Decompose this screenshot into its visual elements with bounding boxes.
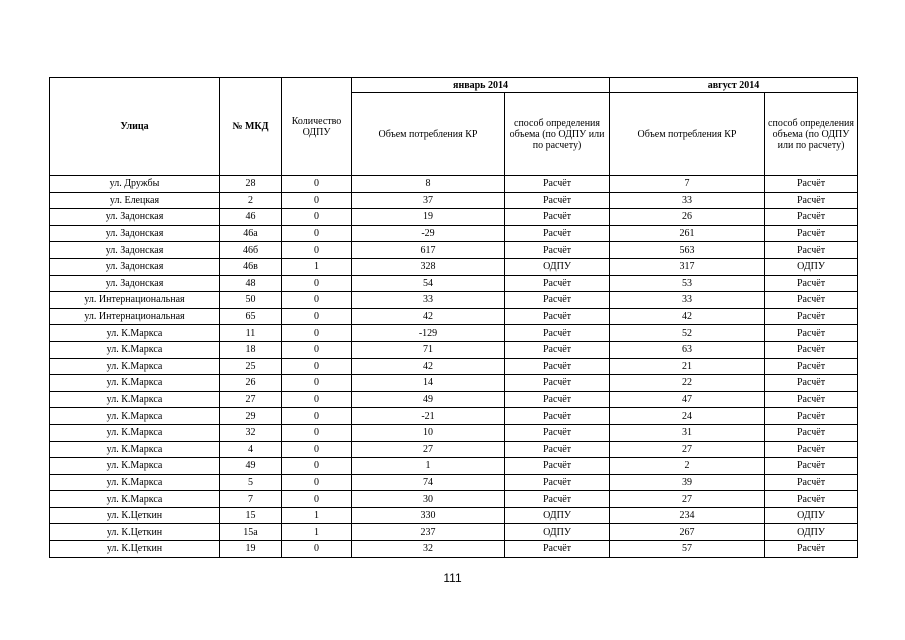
cell-method-august: Расчёт — [765, 391, 858, 408]
cell-volume-january: 33 — [352, 292, 505, 309]
cell-method-january: Расчёт — [505, 491, 610, 508]
cell-mkd: 50 — [220, 292, 282, 309]
cell-volume-january: 328 — [352, 258, 505, 275]
cell-street: ул. Задонская — [50, 242, 220, 259]
table-row — [50, 474, 858, 491]
cell-method-january: Расчёт — [505, 325, 610, 342]
cell-mkd: 28 — [220, 176, 282, 193]
cell-mkd: 46б — [220, 242, 282, 259]
cell-volume-august: 33 — [610, 292, 765, 309]
cell-street: ул. К.Маркса — [50, 491, 220, 508]
cell-volume-january: 42 — [352, 358, 505, 375]
cell-mkd: 46 — [220, 209, 282, 226]
header-mkd: № МКД — [220, 78, 282, 176]
table-row — [50, 275, 858, 292]
cell-street: ул. Интернациональная — [50, 292, 220, 309]
cell-method-january: Расчёт — [505, 458, 610, 475]
cell-volume-january: 14 — [352, 375, 505, 392]
cell-street: ул. К.Маркса — [50, 474, 220, 491]
cell-volume-august: 563 — [610, 242, 765, 259]
cell-volume-august: 42 — [610, 308, 765, 325]
cell-street: ул. Задонская — [50, 258, 220, 275]
cell-method-august: Расчёт — [765, 292, 858, 309]
cell-method-august: ОДПУ — [765, 524, 858, 541]
cell-method-january: Расчёт — [505, 424, 610, 441]
cell-mkd: 29 — [220, 408, 282, 425]
cell-method-august: Расчёт — [765, 341, 858, 358]
cell-odpu-count: 0 — [282, 391, 352, 408]
cell-odpu-count: 0 — [282, 325, 352, 342]
header-volume-august: Объем потребления КР — [610, 93, 765, 176]
cell-mkd: 46а — [220, 225, 282, 242]
cell-method-august: Расчёт — [765, 209, 858, 226]
cell-method-january: Расчёт — [505, 176, 610, 193]
cell-method-august: Расчёт — [765, 491, 858, 508]
cell-volume-august: 24 — [610, 408, 765, 425]
cell-street: ул. Елецкая — [50, 192, 220, 209]
table-row — [50, 524, 858, 541]
cell-odpu-count: 0 — [282, 176, 352, 193]
cell-volume-january: -29 — [352, 225, 505, 242]
cell-volume-august: 47 — [610, 391, 765, 408]
cell-odpu-count: 0 — [282, 474, 352, 491]
cell-method-january: Расчёт — [505, 375, 610, 392]
cell-mkd: 49 — [220, 458, 282, 475]
cell-odpu-count: 1 — [282, 507, 352, 524]
cell-street: ул. К.Маркса — [50, 375, 220, 392]
cell-mkd: 4 — [220, 441, 282, 458]
cell-method-january: Расчёт — [505, 341, 610, 358]
cell-method-august: Расчёт — [765, 358, 858, 375]
cell-volume-august: 234 — [610, 507, 765, 524]
cell-odpu-count: 1 — [282, 258, 352, 275]
table-row — [50, 541, 858, 558]
table-row — [50, 358, 858, 375]
cell-street: ул. К.Цеткин — [50, 507, 220, 524]
cell-street: ул. К.Цеткин — [50, 541, 220, 558]
page-number: 111 — [443, 571, 462, 585]
cell-street: ул. К.Маркса — [50, 358, 220, 375]
cell-method-january: Расчёт — [505, 242, 610, 259]
table-row — [50, 176, 858, 193]
cell-method-january: Расчёт — [505, 275, 610, 292]
cell-volume-august: 52 — [610, 325, 765, 342]
cell-volume-august: 31 — [610, 424, 765, 441]
cell-street: ул. Задонская — [50, 275, 220, 292]
cell-odpu-count: 0 — [282, 209, 352, 226]
cell-street: ул. К.Маркса — [50, 391, 220, 408]
cell-method-january: Расчёт — [505, 441, 610, 458]
cell-volume-january: 49 — [352, 391, 505, 408]
cell-volume-august: 27 — [610, 491, 765, 508]
cell-odpu-count: 0 — [282, 292, 352, 309]
cell-volume-august: 22 — [610, 375, 765, 392]
cell-method-august: Расчёт — [765, 242, 858, 259]
cell-method-january: ОДПУ — [505, 258, 610, 275]
cell-odpu-count: 0 — [282, 192, 352, 209]
table-row — [50, 225, 858, 242]
cell-street: ул. Задонская — [50, 209, 220, 226]
cell-volume-august: 27 — [610, 441, 765, 458]
cell-volume-august: 261 — [610, 225, 765, 242]
cell-volume-august: 317 — [610, 258, 765, 275]
cell-odpu-count: 0 — [282, 441, 352, 458]
cell-mkd: 48 — [220, 275, 282, 292]
header-street: Улица — [50, 78, 220, 176]
cell-volume-august: 267 — [610, 524, 765, 541]
cell-odpu-count: 0 — [282, 225, 352, 242]
header-period-january: январь 2014 — [352, 78, 610, 93]
cell-mkd: 2 — [220, 192, 282, 209]
cell-method-august: ОДПУ — [765, 507, 858, 524]
cell-method-january: Расчёт — [505, 308, 610, 325]
cell-volume-january: 30 — [352, 491, 505, 508]
cell-mkd: 15а — [220, 524, 282, 541]
table-row — [50, 424, 858, 441]
cell-mkd: 25 — [220, 358, 282, 375]
header-period-august: август 2014 — [610, 78, 858, 93]
cell-volume-january: 32 — [352, 541, 505, 558]
cell-odpu-count: 0 — [282, 341, 352, 358]
cell-mkd: 27 — [220, 391, 282, 408]
cell-volume-january: 74 — [352, 474, 505, 491]
cell-method-august: Расчёт — [765, 541, 858, 558]
cell-method-january: Расчёт — [505, 408, 610, 425]
cell-volume-august: 7 — [610, 176, 765, 193]
cell-method-january: Расчёт — [505, 474, 610, 491]
cell-volume-august: 57 — [610, 541, 765, 558]
cell-volume-january: 27 — [352, 441, 505, 458]
table-row — [50, 308, 858, 325]
cell-volume-january: 1 — [352, 458, 505, 475]
cell-volume-august: 53 — [610, 275, 765, 292]
cell-method-august: Расчёт — [765, 325, 858, 342]
cell-volume-january: 71 — [352, 341, 505, 358]
cell-mkd: 18 — [220, 341, 282, 358]
cell-mkd: 26 — [220, 375, 282, 392]
cell-volume-august: 2 — [610, 458, 765, 475]
cell-method-august: Расчёт — [765, 225, 858, 242]
cell-method-august: Расчёт — [765, 192, 858, 209]
cell-volume-january: 617 — [352, 242, 505, 259]
cell-street: ул. Задонская — [50, 225, 220, 242]
cell-method-august: Расчёт — [765, 441, 858, 458]
cell-mkd: 11 — [220, 325, 282, 342]
table-row — [50, 242, 858, 259]
table-row — [50, 507, 858, 524]
cell-volume-january: 10 — [352, 424, 505, 441]
cell-street: ул. К.Цеткин — [50, 524, 220, 541]
cell-method-january: Расчёт — [505, 192, 610, 209]
table-row — [50, 258, 858, 275]
table-row — [50, 325, 858, 342]
table-row — [50, 375, 858, 392]
cell-odpu-count: 0 — [282, 491, 352, 508]
cell-volume-january: 54 — [352, 275, 505, 292]
table-body — [50, 176, 858, 558]
cell-volume-january: -129 — [352, 325, 505, 342]
cell-mkd: 19 — [220, 541, 282, 558]
cell-method-august: Расчёт — [765, 458, 858, 475]
cell-mkd: 5 — [220, 474, 282, 491]
cell-method-august: Расчёт — [765, 474, 858, 491]
table-row — [50, 209, 858, 226]
cell-method-january: Расчёт — [505, 292, 610, 309]
table-row — [50, 341, 858, 358]
cell-volume-january: 330 — [352, 507, 505, 524]
cell-method-august: Расчёт — [765, 176, 858, 193]
table-row — [50, 408, 858, 425]
cell-street: ул. Дружбы — [50, 176, 220, 193]
header-method-august: способ определения объема (по ОДПУ или по расчету) — [765, 93, 858, 176]
cell-street: ул. К.Маркса — [50, 458, 220, 475]
header-volume-january: Объем потребления КР — [352, 93, 505, 176]
cell-mkd: 7 — [220, 491, 282, 508]
table-row — [50, 441, 858, 458]
cell-volume-january: 237 — [352, 524, 505, 541]
cell-method-january: ОДПУ — [505, 507, 610, 524]
cell-mkd: 65 — [220, 308, 282, 325]
cell-odpu-count: 0 — [282, 541, 352, 558]
cell-odpu-count: 0 — [282, 458, 352, 475]
cell-method-january: Расчёт — [505, 541, 610, 558]
cell-mkd: 15 — [220, 507, 282, 524]
cell-mkd: 46в — [220, 258, 282, 275]
table-row — [50, 391, 858, 408]
header-odpu-count: Количество ОДПУ — [282, 78, 352, 176]
cell-method-august: Расчёт — [765, 408, 858, 425]
cell-odpu-count: 0 — [282, 375, 352, 392]
cell-method-january: Расчёт — [505, 209, 610, 226]
cell-volume-january: 37 — [352, 192, 505, 209]
cell-odpu-count: 0 — [282, 308, 352, 325]
cell-volume-january: 42 — [352, 308, 505, 325]
table-row — [50, 458, 858, 475]
cell-volume-january: 19 — [352, 209, 505, 226]
cell-odpu-count: 0 — [282, 424, 352, 441]
cell-odpu-count: 0 — [282, 408, 352, 425]
cell-volume-august: 21 — [610, 358, 765, 375]
cell-street: ул. К.Маркса — [50, 408, 220, 425]
cell-method-august: Расчёт — [765, 424, 858, 441]
table-row — [50, 491, 858, 508]
cell-odpu-count: 0 — [282, 275, 352, 292]
cell-street: ул. К.Маркса — [50, 341, 220, 358]
cell-method-january: Расчёт — [505, 358, 610, 375]
table-row — [50, 292, 858, 309]
cell-volume-january: -21 — [352, 408, 505, 425]
cell-street: ул. К.Маркса — [50, 325, 220, 342]
table-row — [50, 192, 858, 209]
header-method-january: способ определения объема (по ОДПУ или по расчету) — [505, 93, 610, 176]
cell-method-august: Расчёт — [765, 275, 858, 292]
cell-odpu-count: 1 — [282, 524, 352, 541]
cell-method-january: ОДПУ — [505, 524, 610, 541]
cell-method-august: ОДПУ — [765, 258, 858, 275]
cell-volume-august: 33 — [610, 192, 765, 209]
cell-volume-august: 63 — [610, 341, 765, 358]
cell-odpu-count: 0 — [282, 358, 352, 375]
cell-method-january: Расчёт — [505, 225, 610, 242]
cell-street: ул. Интернациональная — [50, 308, 220, 325]
header-row-periods — [50, 78, 858, 93]
cell-odpu-count: 0 — [282, 242, 352, 259]
cell-method-january: Расчёт — [505, 391, 610, 408]
cell-volume-august: 39 — [610, 474, 765, 491]
cell-mkd: 32 — [220, 424, 282, 441]
cell-street: ул. К.Маркса — [50, 441, 220, 458]
cell-method-august: Расчёт — [765, 375, 858, 392]
cell-volume-january: 8 — [352, 176, 505, 193]
consumption-table — [49, 77, 858, 558]
cell-method-august: Расчёт — [765, 308, 858, 325]
cell-volume-august: 26 — [610, 209, 765, 226]
cell-street: ул. К.Маркса — [50, 424, 220, 441]
